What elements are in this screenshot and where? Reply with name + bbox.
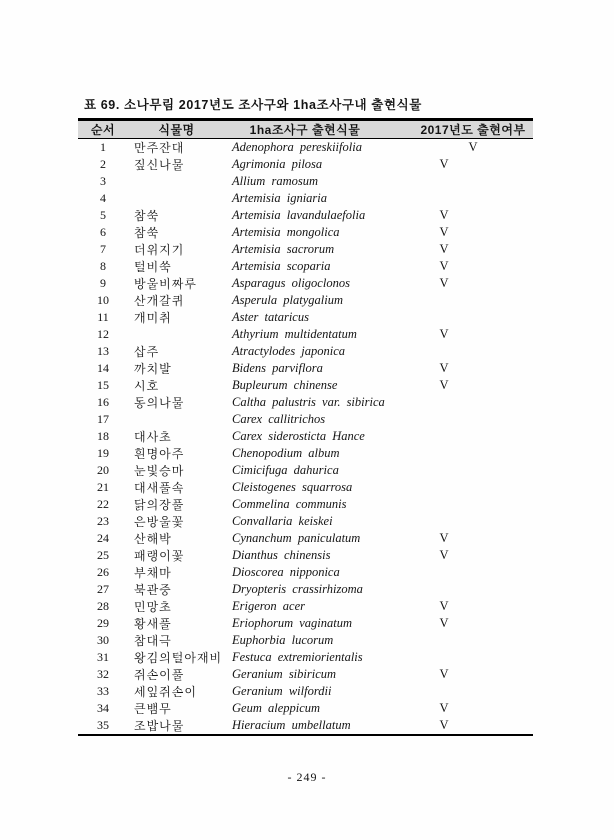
header-order-label: 순서 <box>90 123 116 137</box>
latin-plant-name: Caltha palustris var. sibirica <box>232 395 385 409</box>
occurrence-2017-cell <box>385 258 533 275</box>
row-order-number: 1 <box>100 140 106 154</box>
korean-plant-name: 부채마 <box>134 566 172 580</box>
latin-plant-name: Allium ramosum <box>232 174 318 188</box>
occurrence-2017-cell <box>385 564 533 581</box>
table-row <box>78 428 533 445</box>
table-row <box>78 683 533 700</box>
latin-plant-name: Cimicifuga dahurica <box>232 463 339 477</box>
table-row <box>78 224 533 241</box>
occurrence-2017-cell <box>385 360 533 377</box>
row-order-number: 23 <box>97 514 109 528</box>
occurrence-2017-cell <box>385 275 533 292</box>
korean-plant-name: 대새풀속 <box>134 481 185 495</box>
latin-plant-name: Geranium sibiricum <box>232 667 337 681</box>
table-row <box>78 360 533 377</box>
korean-plant-name: 조밥나물 <box>134 719 185 733</box>
korean-plant-name: 삽주 <box>134 345 160 359</box>
occurrence-2017-cell <box>385 717 533 735</box>
korean-plant-name <box>128 326 225 343</box>
latin-plant-name: Athyrium multidentatum <box>232 327 357 341</box>
row-order-number: 35 <box>97 718 109 732</box>
row-order-number: 25 <box>97 548 109 562</box>
occurrence-2017-cell <box>385 683 533 700</box>
occurrence-2017-cell <box>385 394 533 411</box>
occurrence-2017-cell <box>385 547 533 564</box>
latin-plant-name: Artemisia mongolica <box>232 225 340 239</box>
korean-plant-name: 흰명아주 <box>134 447 185 461</box>
occurrence-2017-cell <box>385 598 533 615</box>
table-row <box>78 530 533 547</box>
row-order-number: 13 <box>97 344 109 358</box>
row-order-number: 34 <box>97 701 109 715</box>
row-order-number: 14 <box>97 361 109 375</box>
occurrence-2017-cell <box>385 139 533 157</box>
korean-plant-name: 패랭이꽃 <box>134 549 185 563</box>
row-order-number: 10 <box>97 293 109 307</box>
row-order-number: 6 <box>100 225 106 239</box>
occurrence-2017-cell <box>385 343 533 360</box>
table-row <box>78 717 533 735</box>
korean-plant-name: 개미취 <box>134 311 172 325</box>
table-row <box>78 292 533 309</box>
occurrence-v-mark: V <box>439 548 449 562</box>
table-row <box>78 258 533 275</box>
row-order-number: 15 <box>97 378 109 392</box>
latin-plant-name: Carex siderosticta Hance <box>232 429 365 443</box>
row-order-number: 17 <box>97 412 109 426</box>
row-order-number: 33 <box>97 684 109 698</box>
page-number: - 249 - <box>287 770 327 784</box>
korean-plant-name: 시호 <box>134 379 160 393</box>
table-row <box>78 411 533 428</box>
row-order-number: 21 <box>97 480 109 494</box>
table-row <box>78 700 533 717</box>
header-2017-occurrence <box>385 120 533 139</box>
table-row <box>78 275 533 292</box>
row-order-number: 3 <box>100 174 106 188</box>
latin-plant-name: Erigeron acer <box>232 599 306 613</box>
occurrence-2017-cell <box>385 649 533 666</box>
occurrence-2017-cell <box>385 700 533 717</box>
latin-plant-name: Agrimonia pilosa <box>232 157 323 171</box>
table-row <box>78 241 533 258</box>
latin-plant-name: Atractylodes japonica <box>232 344 346 358</box>
korean-plant-name <box>128 190 225 207</box>
occurrence-2017-cell <box>385 445 533 462</box>
latin-plant-name: Aster tataricus <box>232 310 309 324</box>
table-row <box>78 496 533 513</box>
occurrence-2017-cell <box>385 190 533 207</box>
korean-plant-name: 쥐손이풀 <box>134 668 185 682</box>
korean-plant-name: 왕김의털아재비 <box>134 651 223 665</box>
latin-plant-name: Asperula platygalium <box>232 293 343 307</box>
korean-plant-name: 까치발 <box>134 362 172 376</box>
occurrence-v-mark: V <box>439 361 449 375</box>
table-row <box>78 513 533 530</box>
occurrence-v-mark: V <box>439 378 449 392</box>
korean-plant-name: 참대극 <box>134 634 172 648</box>
table-row <box>78 564 533 581</box>
table-row <box>78 156 533 173</box>
row-order-number: 24 <box>97 531 109 545</box>
latin-plant-name: Artemisia lavandulaefolia <box>232 208 366 222</box>
occurrence-2017-cell <box>385 615 533 632</box>
latin-plant-name: Eriophorum vaginatum <box>232 616 353 630</box>
korean-plant-name: 참쑥 <box>134 209 160 223</box>
row-order-number: 28 <box>97 599 109 613</box>
korean-plant-name: 만주잔대 <box>134 141 185 155</box>
latin-plant-name: Commelina communis <box>232 497 347 511</box>
row-order-number: 29 <box>97 616 109 630</box>
table-row <box>78 479 533 496</box>
latin-plant-name: Artemisia sacrorum <box>232 242 335 256</box>
latin-plant-name: Cynanchum paniculatum <box>232 531 361 545</box>
korean-plant-name <box>128 411 225 428</box>
row-order-number: 2 <box>100 157 106 171</box>
table-row <box>78 343 533 360</box>
occurrence-2017-cell <box>385 173 533 190</box>
row-order-number: 8 <box>100 259 106 273</box>
korean-plant-name: 은방울꽃 <box>134 515 185 529</box>
row-order-number: 30 <box>97 633 109 647</box>
occurrence-2017-cell <box>385 666 533 683</box>
occurrence-2017-cell <box>385 479 533 496</box>
korean-plant-name: 대사초 <box>134 430 172 444</box>
row-order-number: 11 <box>97 310 109 324</box>
occurrence-2017-cell <box>385 581 533 598</box>
occurrence-v-mark: V <box>439 667 449 681</box>
table-row <box>78 581 533 598</box>
header-1ha-plot-plants-label: 1ha조사구 출현식물 <box>249 123 361 137</box>
table-row <box>78 173 533 190</box>
korean-plant-name: 참쑥 <box>134 226 160 240</box>
korean-plant-name: 큰뱀무 <box>134 702 172 716</box>
occurrence-v-mark: V <box>439 259 449 273</box>
header-2017-occurrence-label: 2017년도 출현여부 <box>420 123 526 137</box>
table-row <box>78 207 533 224</box>
row-order-number: 22 <box>97 497 109 511</box>
korean-plant-name: 닭의장풀 <box>134 498 185 512</box>
korean-plant-name: 방울비짜루 <box>134 277 197 291</box>
row-order-number: 31 <box>97 650 109 664</box>
latin-plant-name: Bidens parviflora <box>232 361 323 375</box>
row-order-number: 18 <box>97 429 109 443</box>
header-plant-name <box>128 120 225 139</box>
korean-plant-name: 산해박 <box>134 532 172 546</box>
latin-plant-name: Cleistogenes squarrosa <box>232 480 353 494</box>
occurrence-2017-cell <box>385 224 533 241</box>
korean-plant-name: 짚신나물 <box>134 158 185 172</box>
korean-plant-name: 산개갈퀴 <box>134 294 185 308</box>
korean-plant-name: 눈빛승마 <box>134 464 185 478</box>
latin-plant-name: Convallaria keiskei <box>232 514 333 528</box>
table-row <box>78 394 533 411</box>
latin-plant-name: Dianthus chinensis <box>232 548 331 562</box>
latin-plant-name: Artemisia igniaria <box>232 191 328 205</box>
occurrence-v-mark: V <box>439 718 449 732</box>
latin-plant-name: Geranium wilfordii <box>232 684 332 698</box>
occurrence-v-mark: V <box>439 208 449 222</box>
latin-plant-name: Chenopodium album <box>232 446 340 460</box>
table-row <box>78 615 533 632</box>
korean-plant-name: 더위지기 <box>134 243 185 257</box>
row-order-number: 12 <box>97 327 109 341</box>
korean-plant-name: 황새풀 <box>134 617 172 631</box>
row-order-number: 26 <box>97 565 109 579</box>
occurrence-2017-cell <box>385 411 533 428</box>
korean-plant-name <box>128 173 225 190</box>
occurrence-2017-cell <box>385 530 533 547</box>
occurrence-2017-cell <box>385 207 533 224</box>
latin-plant-name: Festuca extremiorientalis <box>232 650 363 664</box>
header-1ha-plot-plants <box>225 120 385 139</box>
row-order-number: 5 <box>100 208 106 222</box>
latin-plant-name: Bupleurum chinense <box>232 378 338 392</box>
latin-plant-name: Carex callitrichos <box>232 412 326 426</box>
occurrence-2017-cell <box>385 377 533 394</box>
occurrence-2017-cell <box>385 428 533 445</box>
occurrence-v-mark: V <box>439 157 449 171</box>
row-order-number: 7 <box>100 242 106 256</box>
occurrence-2017-cell <box>385 462 533 479</box>
row-order-number: 9 <box>100 276 106 290</box>
korean-plant-name: 민망초 <box>134 600 172 614</box>
occurrence-v-mark: V <box>439 531 449 545</box>
table-row <box>78 666 533 683</box>
row-order-number: 19 <box>97 446 109 460</box>
latin-plant-name: Euphorbia lucorum <box>232 633 334 647</box>
table-row <box>78 632 533 649</box>
table-body <box>78 139 533 736</box>
occurrence-v-mark: V <box>439 599 449 613</box>
table-header <box>78 120 533 139</box>
occurrence-v-mark: V <box>439 242 449 256</box>
occurrence-2017-cell <box>385 292 533 309</box>
occurrence-2017-cell <box>385 241 533 258</box>
occurrence-2017-cell <box>385 156 533 173</box>
latin-plant-name: Artemisia scoparia <box>232 259 331 273</box>
occurrence-v-mark: V <box>439 701 449 715</box>
latin-plant-name: Dryopteris crassirhizoma <box>232 582 363 596</box>
latin-plant-name: Asparagus oligoclonos <box>232 276 350 290</box>
latin-plant-name: Hieracium umbellatum <box>232 718 351 732</box>
latin-plant-name: Dioscorea nipponica <box>232 565 340 579</box>
row-order-number: 4 <box>100 191 106 205</box>
occurrence-v-mark: V <box>439 225 449 239</box>
occurrence-2017-cell <box>385 496 533 513</box>
table-row <box>78 445 533 462</box>
korean-plant-name: 털비쑥 <box>134 260 172 274</box>
table-caption: 표 69. 소나무림 2017년도 조사구와 1ha조사구내 출현식물 <box>84 98 422 112</box>
occurrence-v-mark: V <box>468 140 478 154</box>
korean-plant-name: 세잎쥐손이 <box>134 685 197 699</box>
table-row <box>78 309 533 326</box>
plant-table <box>78 118 533 736</box>
korean-plant-name: 북관중 <box>134 583 172 597</box>
occurrence-v-mark: V <box>439 327 449 341</box>
korean-plant-name: 동의나물 <box>134 396 185 410</box>
row-order-number: 16 <box>97 395 109 409</box>
table-row <box>78 649 533 666</box>
latin-plant-name: Geum aleppicum <box>232 701 321 715</box>
table-row <box>78 598 533 615</box>
header-plant-name-label: 식물명 <box>158 123 195 137</box>
occurrence-2017-cell <box>385 513 533 530</box>
latin-plant-name: Adenophora pereskiifolia <box>232 140 362 154</box>
table-row <box>78 326 533 343</box>
occurrence-2017-cell <box>385 309 533 326</box>
table-row <box>78 139 533 157</box>
table-row <box>78 462 533 479</box>
row-order-number: 27 <box>97 582 109 596</box>
occurrence-v-mark: V <box>439 276 449 290</box>
row-order-number: 20 <box>97 463 109 477</box>
table-row <box>78 377 533 394</box>
occurrence-v-mark: V <box>439 616 449 630</box>
table-row <box>78 547 533 564</box>
occurrence-2017-cell <box>385 632 533 649</box>
row-order-number: 32 <box>97 667 109 681</box>
table-row <box>78 190 533 207</box>
occurrence-2017-cell <box>385 326 533 343</box>
header-order <box>78 120 128 139</box>
